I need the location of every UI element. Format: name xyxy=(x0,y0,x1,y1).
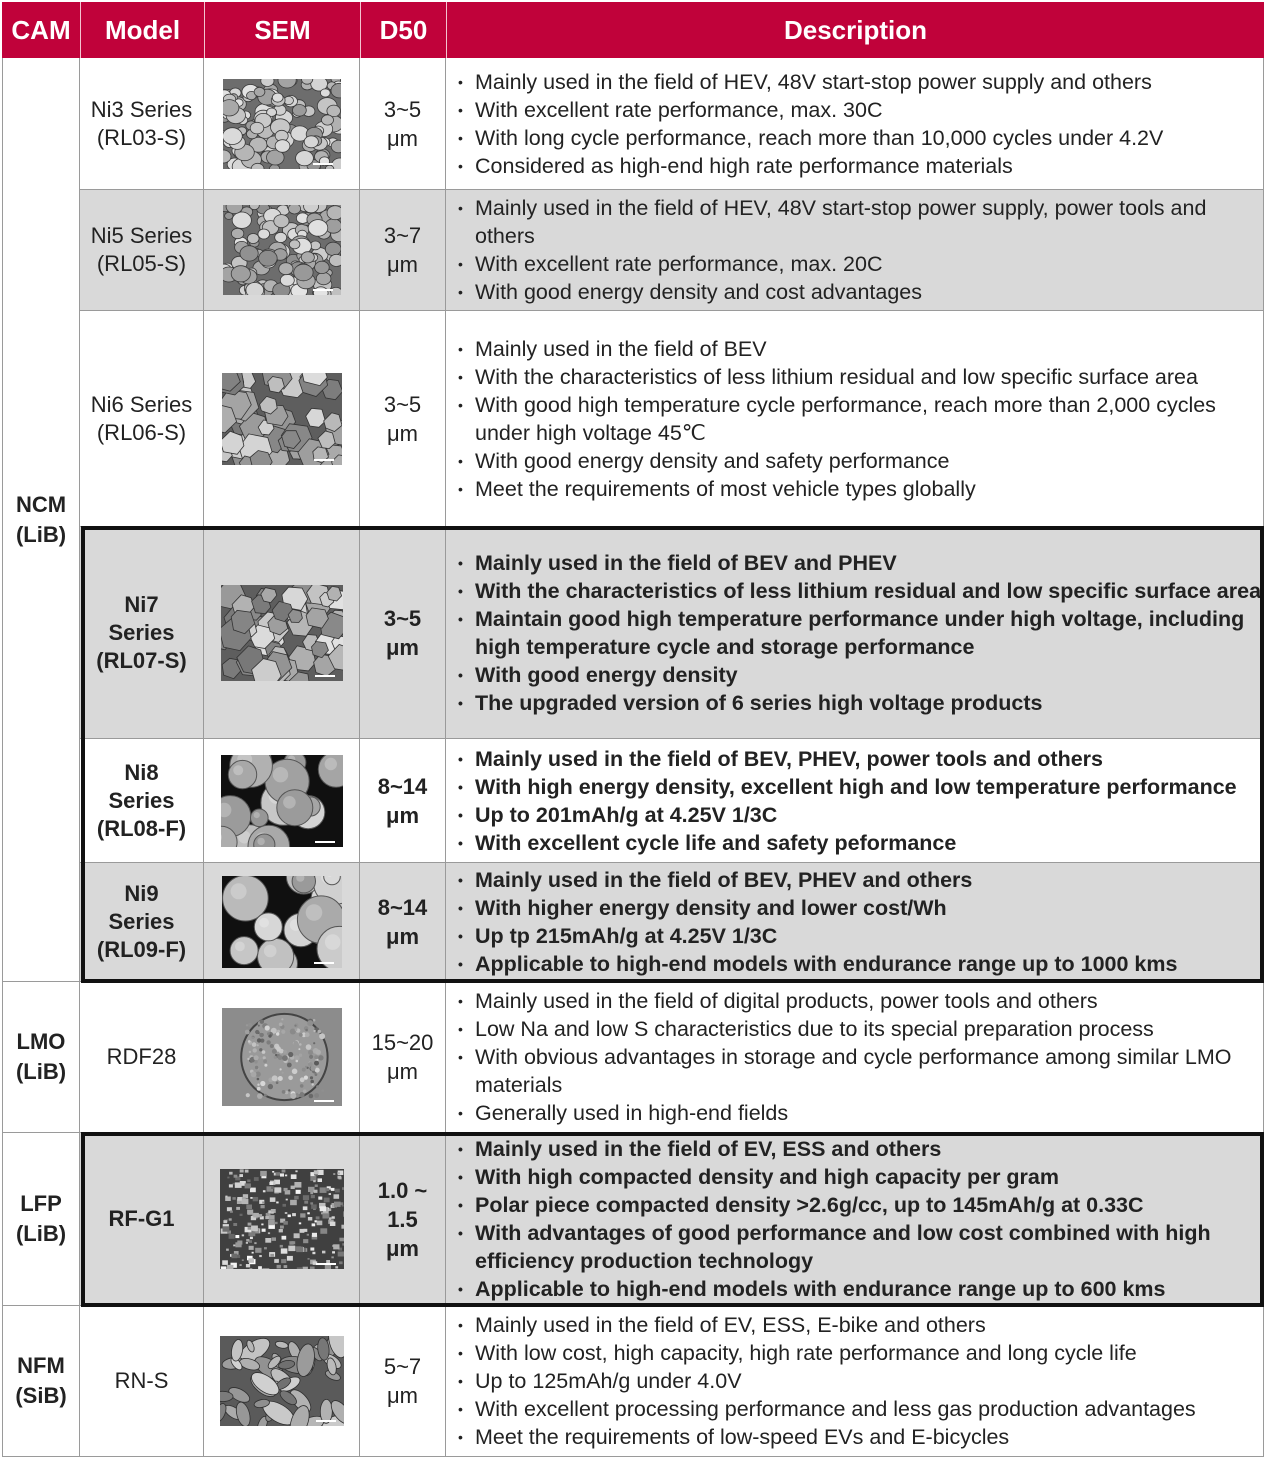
model-cell: RN-S xyxy=(80,1306,204,1457)
description-item: • Up tp 215mAh/g at 4.25V 1/3C xyxy=(458,922,1177,950)
cam-nfm-sib: NFM (SiB) xyxy=(2,1306,80,1457)
description-item: • Up to 125mAh/g under 4.0V xyxy=(458,1367,1196,1395)
d50-cell: 8~14 μm xyxy=(360,863,446,982)
d50-cell: 3~7 μm xyxy=(360,190,446,311)
model-cell: RF-G1 xyxy=(80,1133,204,1306)
description-cell xyxy=(446,1133,1264,1306)
sem-cell xyxy=(204,527,360,739)
description-item: • Mainly used in the field of BEV, PHEV and others xyxy=(458,866,1177,894)
d50-cell: 15~20 μm xyxy=(360,982,446,1133)
sem-cell xyxy=(204,739,360,863)
sem-cell xyxy=(204,863,360,982)
description-item: • Generally used in high-end fields xyxy=(458,1099,1263,1127)
description-item: • With low cost, high capacity, high rate performance and long cycle life xyxy=(458,1339,1196,1367)
description-item: • Mainly used in the field of BEV and PHEV xyxy=(458,549,1263,577)
d50-cell: 1.0 ~ 1.5 μm xyxy=(360,1133,446,1306)
sem-micrograph-rf-g1 xyxy=(220,1169,344,1269)
description-item: • Meet the requirements of low-speed EVs and E-bicycles xyxy=(458,1423,1196,1451)
description-item: • Mainly used in the field of EV, ESS and others xyxy=(458,1135,1263,1163)
description-cell xyxy=(446,58,1264,190)
model-cell: Ni8 Series (RL08-F) xyxy=(80,739,204,863)
description-item: • The upgraded version of 6 series high voltage products xyxy=(458,689,1263,717)
d50-cell: 8~14 μm xyxy=(360,739,446,863)
sem-micrograph-rl09 xyxy=(222,876,342,968)
sem-cell xyxy=(204,311,360,527)
model-cell: Ni5 Series (RL05-S) xyxy=(80,190,204,311)
sem-micrograph-rl08 xyxy=(221,755,343,847)
sem-micrograph-rl03 xyxy=(223,79,341,169)
d50-cell: 3~5 μm xyxy=(360,58,446,190)
description-item: • With obvious advantages in storage and cycle performance among similar LMO materials xyxy=(458,1043,1263,1099)
header-description: Description xyxy=(446,2,1264,58)
description-item: • Mainly used in the field of BEV, PHEV, power tools and others xyxy=(458,745,1237,773)
description-item: • With excellent rate performance, max. 20C xyxy=(458,250,1263,278)
description-item: • With advantages of good performance and low cost combined with high efficiency production technology xyxy=(458,1219,1263,1275)
sem-micrograph-rl07 xyxy=(221,585,343,681)
description-item: • Low Na and low S characteristics due to its special preparation process xyxy=(458,1015,1263,1043)
description-cell xyxy=(446,190,1264,311)
sem-cell xyxy=(204,1133,360,1306)
description-item: • Applicable to high-end models with endurance range up to 1000 kms xyxy=(458,950,1177,978)
description-list xyxy=(458,194,1263,306)
sem-cell xyxy=(204,190,360,311)
description-list xyxy=(458,987,1263,1127)
description-item: • Considered as high-end high rate performance materials xyxy=(458,152,1163,180)
description-cell xyxy=(446,982,1264,1133)
description-cell xyxy=(446,739,1264,863)
cam-lmo-lib: LMO (LiB) xyxy=(2,982,80,1133)
description-list xyxy=(458,68,1163,180)
d50-cell: 5~7 μm xyxy=(360,1306,446,1457)
description-list xyxy=(458,745,1237,857)
description-list xyxy=(458,335,1263,503)
description-list xyxy=(458,1135,1263,1303)
description-item: • With high energy density, excellent high and low temperature performance xyxy=(458,773,1237,801)
description-cell xyxy=(446,863,1264,982)
description-item: • With excellent processing performance and less gas production advantages xyxy=(458,1395,1196,1423)
description-item: • Mainly used in the field of EV, ESS, E-bike and others xyxy=(458,1311,1196,1339)
description-item: • With excellent cycle life and safety peformance xyxy=(458,829,1237,857)
description-item: • Meet the requirements of most vehicle types globally xyxy=(458,475,1263,503)
description-list xyxy=(458,549,1263,717)
description-list xyxy=(458,1311,1196,1451)
sem-micrograph-rl06 xyxy=(222,373,342,465)
description-cell xyxy=(446,527,1264,739)
model-cell: Ni7 Series (RL07-S) xyxy=(80,527,204,739)
cam-ncm-lib: NCM (LiB) xyxy=(2,58,80,982)
description-item: • With good energy density and safety performance xyxy=(458,447,1263,475)
description-cell xyxy=(446,1306,1264,1457)
sem-micrograph-rn-s xyxy=(220,1336,344,1426)
header-cam: CAM xyxy=(2,2,80,58)
sem-cell xyxy=(204,58,360,190)
description-item: • Mainly used in the field of HEV, 48V start-stop power supply, power tools and others xyxy=(458,194,1263,250)
d50-cell: 3~5 μm xyxy=(360,311,446,527)
cam-lfp-lib: LFP (LiB) xyxy=(2,1133,80,1306)
description-item: • Applicable to high-end models with endurance range up to 600 kms xyxy=(458,1275,1263,1303)
product-table xyxy=(2,2,1264,1457)
header-sem: SEM xyxy=(204,2,360,58)
sem-micrograph-rdf28 xyxy=(222,1008,342,1106)
description-item: • Mainly used in the field of BEV xyxy=(458,335,1263,363)
header-model: Model xyxy=(80,2,204,58)
description-item: • With long cycle performance, reach more than 10,000 cycles under 4.2V xyxy=(458,124,1163,152)
description-item: • With good energy density and cost advantages xyxy=(458,278,1263,306)
description-item: • Polar piece compacted density >2.6g/cc, up to 145mAh/g at 0.33C xyxy=(458,1191,1263,1219)
model-cell: Ni3 Series (RL03-S) xyxy=(80,58,204,190)
description-item: • With the characteristics of less lithium residual and low specific surface area xyxy=(458,363,1263,391)
description-item: • With excellent rate performance, max. 30C xyxy=(458,96,1163,124)
description-item: • Mainly used in the field of digital products, power tools and others xyxy=(458,987,1263,1015)
model-cell: Ni6 Series (RL06-S) xyxy=(80,311,204,527)
description-cell xyxy=(446,311,1264,527)
sem-micrograph-rl05 xyxy=(223,205,341,295)
description-item: • Mainly used in the field of HEV, 48V start-stop power supply and others xyxy=(458,68,1163,96)
description-item: • With the characteristics of less lithium residual and low specific surface area xyxy=(458,577,1263,605)
description-item: • With good energy density xyxy=(458,661,1263,689)
description-item: • Up to 201mAh/g at 4.25V 1/3C xyxy=(458,801,1237,829)
sem-cell xyxy=(204,982,360,1133)
header-d50: D50 xyxy=(360,2,446,58)
sem-cell xyxy=(204,1306,360,1457)
d50-cell: 3~5 μm xyxy=(360,527,446,739)
description-item: • With high compacted density and high capacity per gram xyxy=(458,1163,1263,1191)
description-item: • Maintain good high temperature performance under high voltage, including high temperature cycle and storage performance xyxy=(458,605,1263,661)
model-cell: RDF28 xyxy=(80,982,204,1133)
description-list xyxy=(458,866,1177,978)
description-item: • With good high temperature cycle performance, reach more than 2,000 cycles under high voltage 45℃ xyxy=(458,391,1263,447)
model-cell: Ni9 Series (RL09-F) xyxy=(80,863,204,982)
description-item: • With higher energy density and lower cost/Wh xyxy=(458,894,1177,922)
